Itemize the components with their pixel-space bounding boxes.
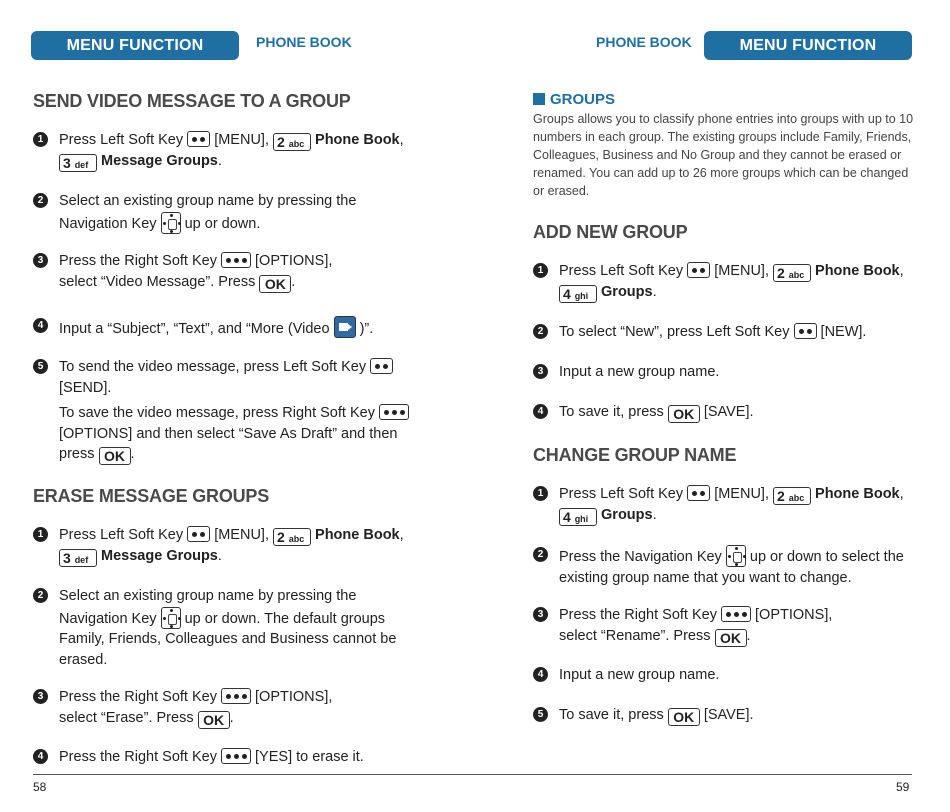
square-bullet-icon [533, 93, 545, 105]
key-2-icon: 2 abc [273, 133, 311, 151]
right-page [475, 0, 950, 812]
left-soft-key-icon [370, 358, 393, 374]
step-number: 3 [533, 364, 548, 379]
groups-intro: Groups allows you to classify phone entries into groups with up to 10 numbers in each group. The existing groups include Family, Friends, Colleagues, Business and No Group and they cannot be erased or renamed. You can add up to 26 more groups which can be changed or erased. [533, 112, 914, 198]
right-soft-key-icon [379, 404, 409, 420]
menu-function-tab: MENU FUNCTION [31, 31, 239, 60]
step-add-2: 2 To select “New”, press Left Soft Key [NEW]. [559, 322, 939, 343]
step-number: 3 [533, 607, 548, 622]
key-2-icon: 2 abc [773, 487, 811, 505]
step-number: 2 [33, 588, 48, 603]
video-icon [334, 316, 356, 338]
ok-key-icon: OK [668, 708, 700, 726]
menu-function-tab: MENU FUNCTION [704, 31, 912, 60]
step-erase-2: 2 Select an existing group name by pressing the Navigation Key up or down. The default groups Family, Friends, Colleagues and Business cannot be erased. [59, 586, 459, 670]
step-number: 3 [33, 689, 48, 704]
step-add-4: 4 To save it, press OK [SAVE]. [559, 402, 939, 423]
footer-rule [475, 774, 912, 775]
step-number: 1 [533, 486, 548, 501]
navigation-key-icon [161, 212, 181, 234]
step-number: 2 [33, 193, 48, 208]
step-number: 2 [533, 547, 548, 562]
key-3-icon: 3 def [59, 549, 97, 567]
groups-heading: GROUPS [533, 91, 615, 108]
step-number: 5 [33, 359, 48, 374]
left-soft-key-icon [187, 526, 210, 542]
left-soft-key-icon [687, 485, 710, 501]
step-change-4: 4 Input a new group name. [559, 665, 939, 686]
step-number: 4 [533, 667, 548, 682]
step-number: 1 [533, 263, 548, 278]
step-send-3: 3 Press the Right Soft Key [OPTIONS], select “Video Message”. Press OK . [59, 251, 459, 293]
right-soft-key-icon [221, 688, 251, 704]
left-soft-key-icon [187, 131, 210, 147]
step-number: 1 [33, 527, 48, 542]
step-erase-1: 1 Press Left Soft Key [MENU], 2 abc Phone Book, 3 def Message Groups. [59, 525, 459, 567]
ok-key-icon: OK [668, 405, 700, 423]
step-number: 2 [533, 324, 548, 339]
left-soft-key-icon [687, 262, 710, 278]
step-erase-4: 4 Press the Right Soft Key [YES] to erase it. [59, 747, 459, 768]
step-add-3: 3 Input a new group name. [559, 362, 939, 383]
page-number: 59 [896, 780, 910, 794]
step-add-1: 1 Press Left Soft Key [MENU], 2 abc Phone Book, 4 ghi Groups. [559, 261, 939, 303]
key-4-icon: 4 ghi [559, 508, 597, 526]
right-soft-key-icon [221, 252, 251, 268]
step-send-1: 1 Press Left Soft Key [MENU], 2 abc Phone Book, 3 def Message Groups. [59, 130, 459, 172]
heading-add-group: ADD NEW GROUP [533, 222, 688, 242]
navigation-key-icon [726, 545, 746, 567]
heading-change-group: CHANGE GROUP NAME [533, 445, 737, 465]
key-4-icon: 4 ghi [559, 285, 597, 303]
step-send-2: 2 Select an existing group name by pressing the Navigation Key up or down. [59, 191, 459, 234]
step-change-3: 3 Press the Right Soft Key [OPTIONS], select “Rename”. Press OK . [559, 605, 939, 647]
left-soft-key-icon [794, 323, 817, 339]
ok-key-icon: OK [198, 711, 230, 729]
step-number: 5 [533, 707, 548, 722]
page-number: 58 [33, 780, 47, 794]
key-3-icon: 3 def [59, 154, 97, 172]
ok-key-icon: OK [715, 629, 747, 647]
step-number: 4 [33, 318, 48, 333]
footer-rule [33, 774, 475, 775]
navigation-key-icon [161, 607, 181, 629]
right-soft-key-icon [221, 748, 251, 764]
ok-key-icon: OK [99, 447, 131, 465]
step-number: 4 [33, 749, 48, 764]
step-change-2: 2 Press the Navigation Key up or down to select the existing group name that you want to change. [559, 545, 939, 588]
ok-key-icon: OK [259, 275, 291, 293]
step-number: 1 [33, 132, 48, 147]
key-2-icon: 2 abc [773, 264, 811, 282]
phone-book-label: PHONE BOOK [596, 34, 692, 50]
step-change-1: 1 Press Left Soft Key [MENU], 2 abc Phone Book, 4 ghi Groups. [559, 484, 939, 526]
step-number: 3 [33, 253, 48, 268]
step-send-5: 5 To send the video message, press Left Soft Key [SEND]. To save the video message, press Right Soft Key [OPTIONS] and then select “Save As Draft” and then press OK . [59, 357, 459, 465]
step-erase-3: 3 Press the Right Soft Key [OPTIONS], select “Erase”. Press OK . [59, 687, 459, 729]
key-2-icon: 2 abc [273, 528, 311, 546]
step-number: 4 [533, 404, 548, 419]
phone-book-label: PHONE BOOK [256, 34, 352, 50]
step-send-4: 4 Input a “Subject”, “Text”, and “More (Video )”. [59, 316, 459, 340]
heading-erase-groups: ERASE MESSAGE GROUPS [33, 486, 270, 506]
right-soft-key-icon [721, 606, 751, 622]
step-change-5: 5 To save it, press OK [SAVE]. [559, 705, 939, 726]
heading-send-video: SEND VIDEO MESSAGE TO A GROUP [33, 91, 351, 111]
